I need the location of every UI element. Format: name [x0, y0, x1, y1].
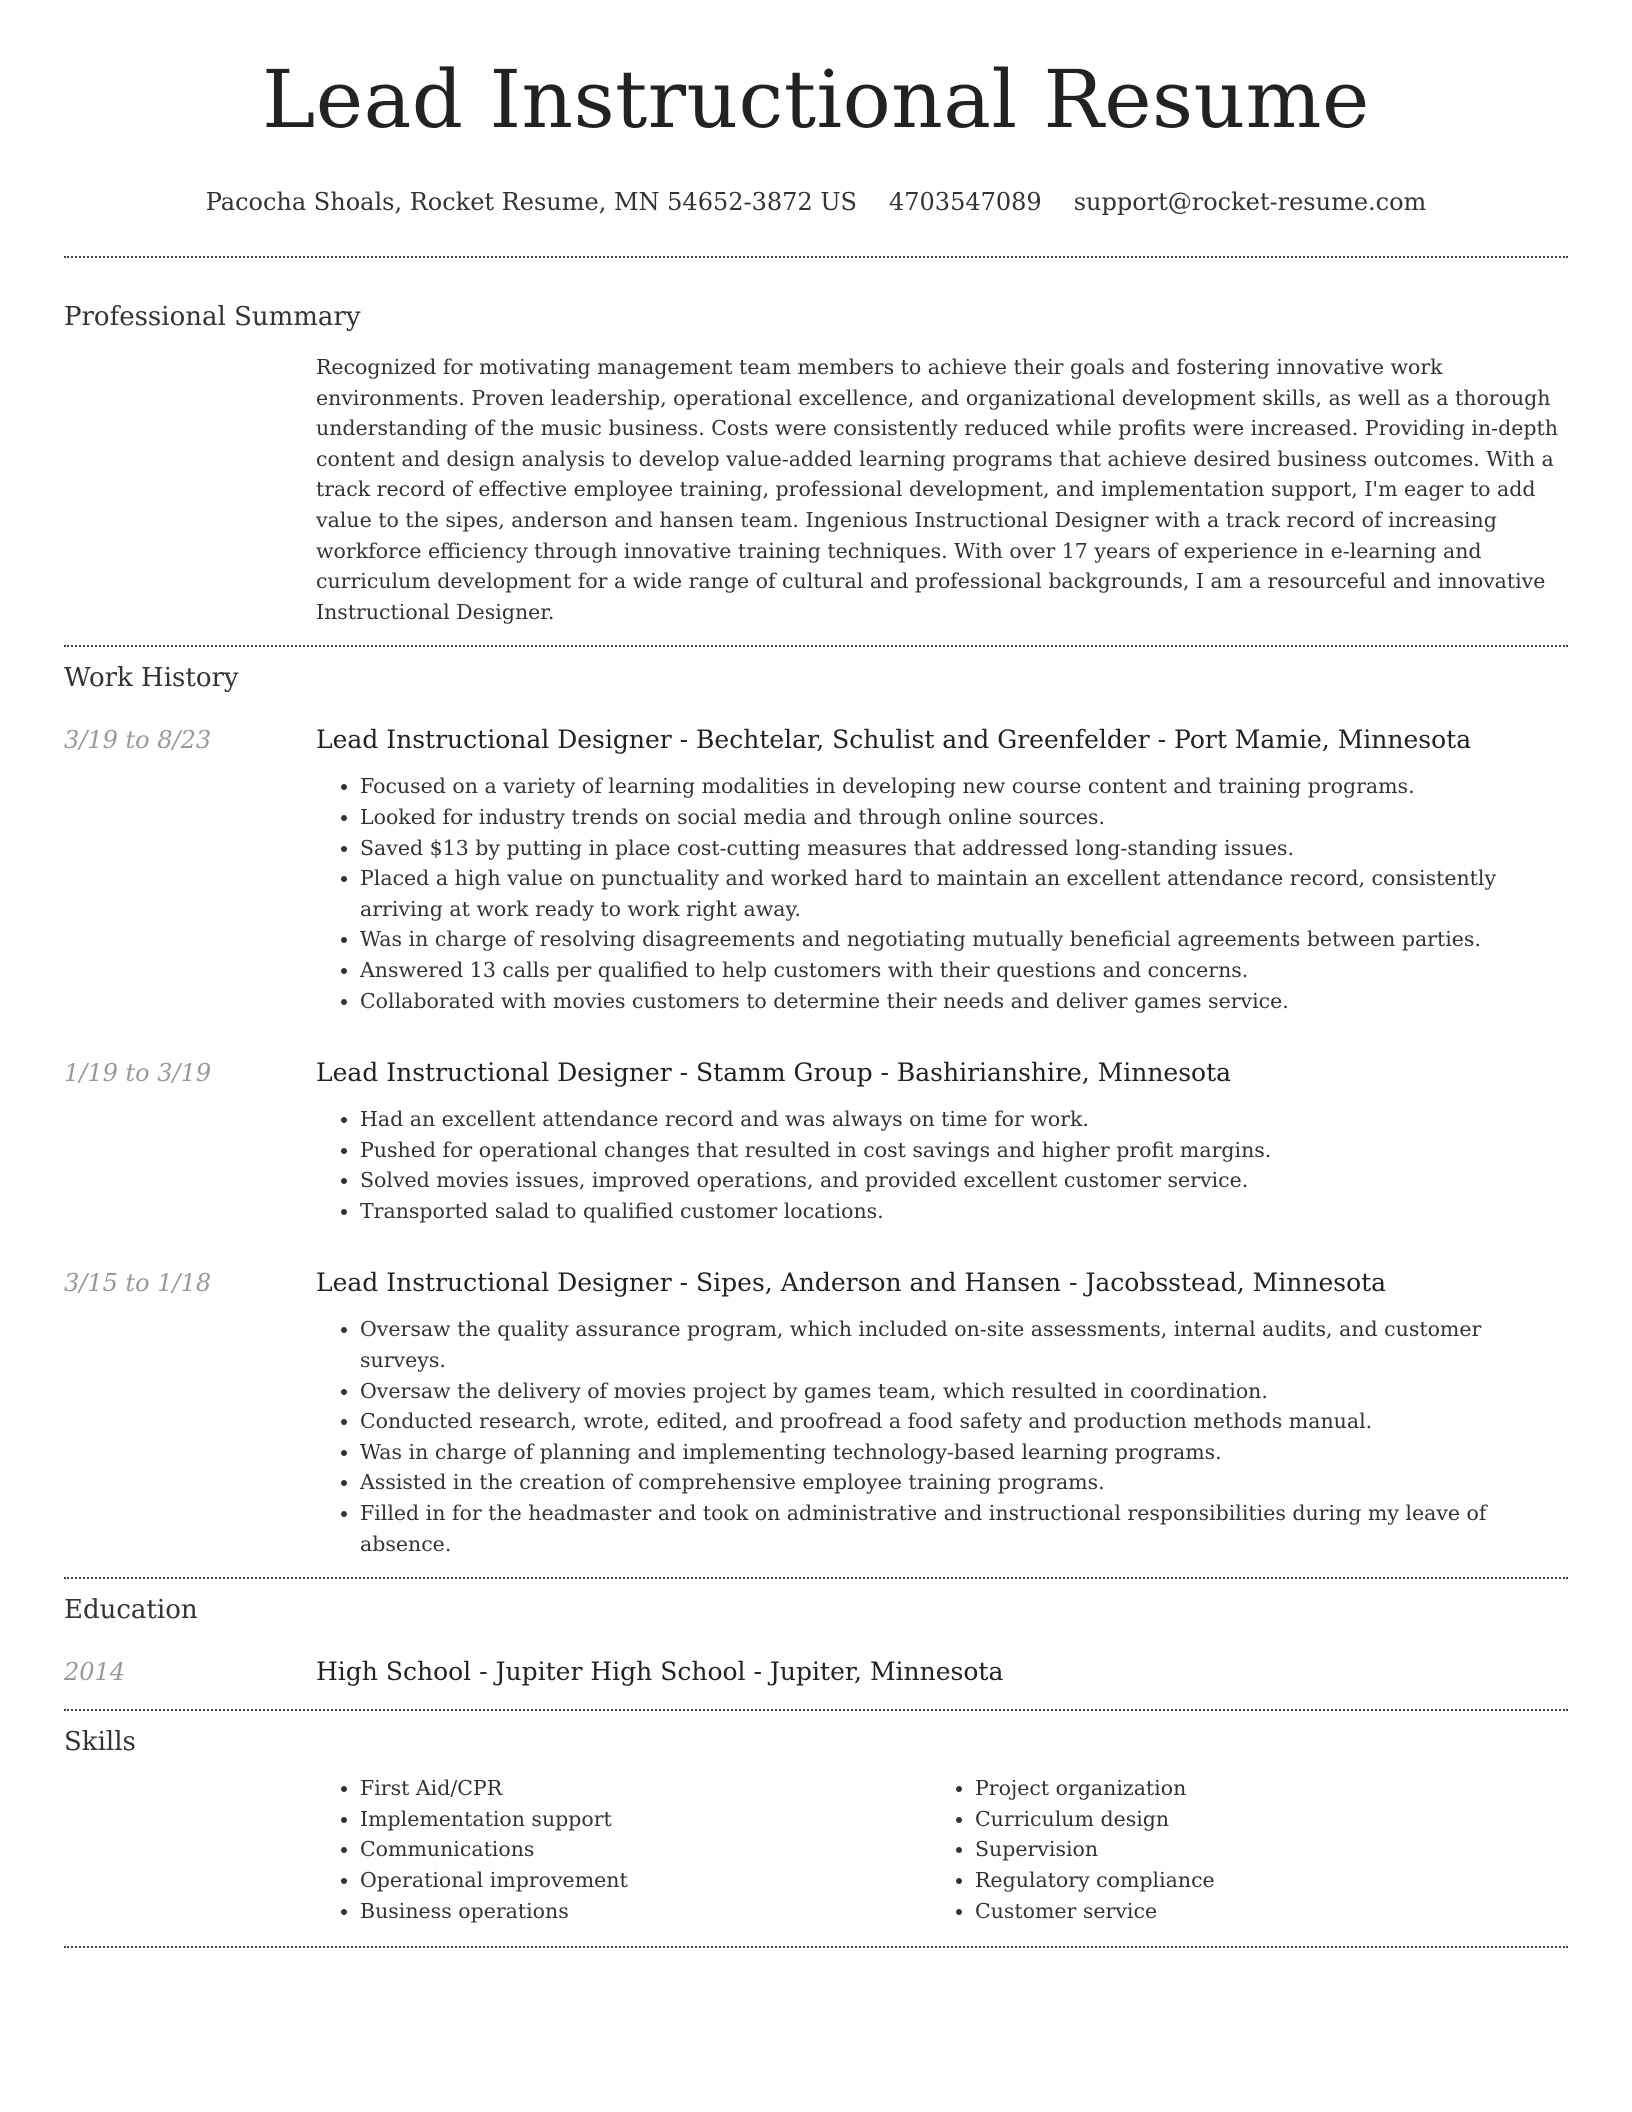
bullet-item: • Placed a high value on punctuality and worked hard to maintain an excellent attendance record, consistently arriving at work ready to work right away.: [360, 863, 1568, 924]
divider-summary: [64, 645, 1568, 647]
work-entry: [64, 1056, 1568, 1226]
education-entry-heading: High School - Jupiter High School - Jupiter, Minnesota: [316, 1657, 1004, 1687]
skill-item: • Communications: [360, 1834, 931, 1865]
bullet-item: • Was in charge of planning and implementing technology-based learning programs.: [360, 1437, 1568, 1468]
skill-item: • Curriculum design: [975, 1804, 1546, 1835]
bullet-item: • Oversaw the delivery of movies project by games team, which resulted in coordination.: [360, 1376, 1568, 1407]
summary-text: Recognized for motivating management team members to achieve their goals and fostering innovative work environments. Proven leadership, operational excellence, and organizational development skills, as well as a thorough understanding of the music business. Costs were consistently reduced while profits were increased. Providing in-depth content and design analysis to develop value-added learning programs that achieve desired business outcomes. With a track record of effective employee training, professional development, and implementation support, I'm eager to add value to the sipes, anderson and hansen team. Ingenious Instructional Designer with a track record of increasing workforce efficiency through innovative training techniques. With over 17 years of experience in e-learning and curriculum development for a wide range of cultural and professional backgrounds, I am a resourceful and innovative Instructional Designer.: [316, 355, 1558, 624]
work-entry-bullets: [316, 1104, 1568, 1226]
work-entry-date: 3/15 to 1/18: [64, 1269, 212, 1298]
skill-item: • Operational improvement: [360, 1865, 931, 1896]
skill-item: • First Aid/CPR: [360, 1773, 931, 1804]
skill-item: • Regulatory compliance: [975, 1865, 1546, 1896]
summary-heading: Professional Summary: [64, 302, 361, 332]
bullet-item: • Was in charge of resolving disagreements and negotiating mutually beneficial agreements between parties.: [360, 924, 1568, 955]
work-entry-date: 3/19 to 8/23: [64, 726, 212, 755]
contact-info: [64, 186, 1568, 218]
contact-email: support@rocket-resume.com: [1073, 188, 1427, 216]
bullet-item: • Oversaw the quality assurance program, which included on-site assessments, internal audits, and customer surveys.: [360, 1314, 1568, 1375]
summary-section: [64, 300, 1568, 627]
bullet-item: • Collaborated with movies customers to determine their needs and deliver games service.: [360, 986, 1568, 1017]
bullet-item: • Pushed for operational changes that resulted in cost savings and higher profit margins.: [360, 1135, 1568, 1166]
bullet-item: • Looked for industry trends on social media and through online sources.: [360, 802, 1568, 833]
work-entry-heading: Lead Instructional Designer - Sipes, Anderson and Hansen - Jacobsstead, Minnesota: [316, 1268, 1387, 1298]
divider-work: [64, 1577, 1568, 1579]
skills-heading: Skills: [64, 1727, 136, 1758]
bullet-item: • Transported salad to qualified customer locations.: [360, 1196, 1568, 1227]
bullet-item: • Had an excellent attendance record and was always on time for work.: [360, 1104, 1568, 1135]
education-entry: [64, 1655, 1568, 1689]
education-heading: Education: [64, 1595, 198, 1626]
education-section: [64, 1593, 1568, 1689]
work-entry: [64, 723, 1568, 1016]
contact-address: Pacocha Shoals, Rocket Resume, MN 54652-3872 US: [205, 188, 857, 216]
skill-item: • Supervision: [975, 1834, 1546, 1865]
bullet-item: • Conducted research, wrote, edited, and proofread a food safety and production methods manual.: [360, 1406, 1568, 1437]
resume-title: Lead Instructional Resume: [262, 53, 1370, 146]
divider-skills: [64, 1946, 1568, 1948]
divider-header: [64, 256, 1568, 258]
skill-item: • Implementation support: [360, 1804, 931, 1835]
bullet-item: • Solved movies issues, improved operations, and provided excellent customer service.: [360, 1165, 1568, 1196]
skills-section: [64, 1725, 1568, 1926]
bullet-item: • Focused on a variety of learning modalities in developing new course content and training programs.: [360, 771, 1568, 802]
skills-column-left: [316, 1773, 931, 1926]
work-entry-heading: Lead Instructional Designer - Bechtelar, Schulist and Greenfelder - Port Mamie, Minnesota: [316, 725, 1472, 755]
skills-list: [316, 1773, 1568, 1926]
work-history-heading: Work History: [64, 663, 239, 694]
skill-item: • Project organization: [975, 1773, 1546, 1804]
contact-phone: 4703547089: [888, 188, 1042, 216]
work-entry: [64, 1266, 1568, 1559]
work-entry-bullets: [316, 1314, 1568, 1559]
bullet-item: • Answered 13 calls per qualified to help customers with their questions and concerns.: [360, 955, 1568, 986]
bullet-item: • Filled in for the headmaster and took on administrative and instructional responsibilities during my leave of absence.: [360, 1498, 1568, 1559]
education-entry-date: 2014: [64, 1658, 126, 1687]
work-entry-heading: Lead Instructional Designer - Stamm Group - Bashirianshire, Minnesota: [316, 1058, 1232, 1088]
skills-column-right: [931, 1773, 1546, 1926]
work-entry-bullets: [316, 771, 1568, 1016]
divider-education: [64, 1709, 1568, 1711]
work-history-section: [64, 661, 1568, 1559]
skill-item: • Customer service: [975, 1896, 1546, 1927]
skill-item: • Business operations: [360, 1896, 931, 1927]
work-entry-date: 1/19 to 3/19: [64, 1059, 212, 1088]
bullet-item: • Saved $13 by putting in place cost-cutting measures that addressed long-standing issues.: [360, 833, 1568, 864]
bullet-item: • Assisted in the creation of comprehensive employee training programs.: [360, 1467, 1568, 1498]
